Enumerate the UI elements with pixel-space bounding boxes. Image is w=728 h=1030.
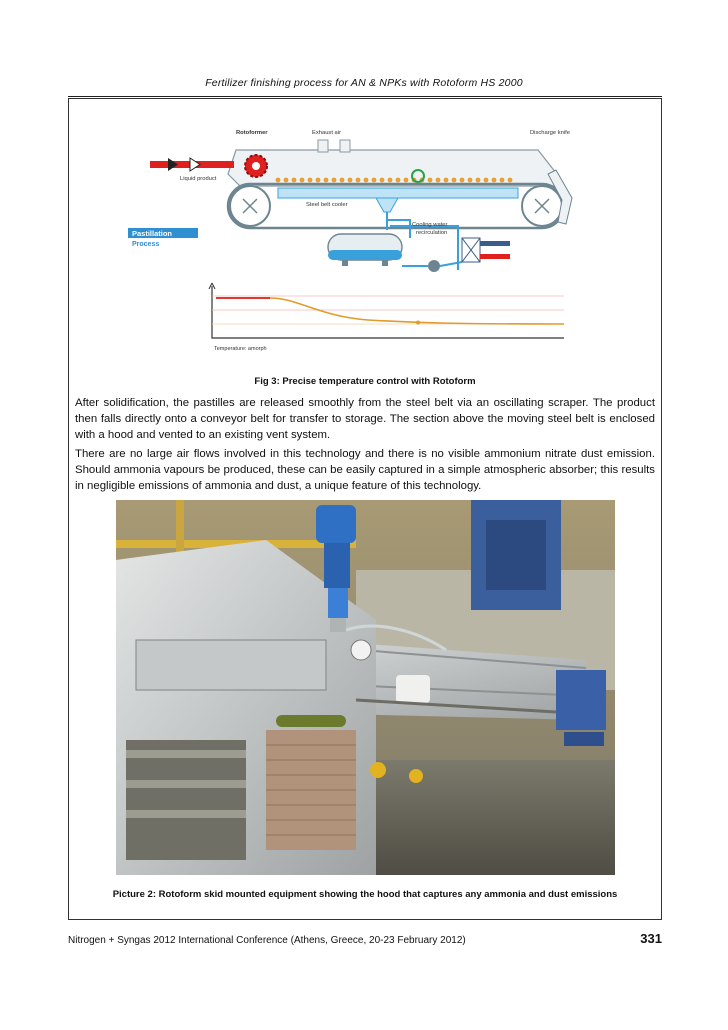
running-header: Fertilizer finishing process for AN & NPKs with Rotoform HS 2000	[205, 77, 523, 89]
label-cooling-water: Cooling water	[412, 222, 448, 228]
label-temperature-axis: Temperature: amorph	[214, 346, 267, 352]
exhaust-stack	[318, 140, 328, 152]
header-rule	[68, 96, 662, 97]
label-process: Process	[132, 241, 160, 248]
blue-motor	[316, 505, 356, 543]
pressure-gauge	[351, 640, 371, 660]
cooling-spray-box	[278, 188, 518, 198]
green-cylinder	[276, 715, 346, 727]
figure-3-caption: Fig 3: Precise temperature control with Rotoform	[254, 376, 476, 387]
yellow-valve	[370, 762, 386, 778]
label-steel-belt-cooler: Steel belt cooler	[306, 202, 348, 208]
white-housing	[396, 675, 430, 703]
feed-arrow-icon	[168, 158, 178, 171]
label-discharge-knife: Discharge knife	[530, 130, 570, 136]
label-recirculation: recirculation	[416, 230, 448, 236]
chart-axes	[212, 286, 564, 338]
page-number: 331	[640, 931, 662, 946]
label-exhaust-air: Exhaust air	[312, 130, 341, 136]
figure-3-diagram	[128, 120, 600, 356]
paragraph-1: After solidification, the pastilles are released smoothly from the steel belt via an oscillating scraper. The product then falls directly onto a conveyor belt for transfer to storage. The section above the moving steel belt is enclosed with a hood and vented to an existing vent system.	[75, 397, 655, 442]
label-pastillation: Pastillation	[132, 229, 173, 238]
paragraph-2: There are no large air flows involved in this technology and there is no visible ammonium nitrate dust emission. Should ammonia vapours be produced, these can be easily captured in a simple atmospheric absorber; this results in negligible emissions of ammonia and dust, a unique feature of this technology.	[75, 448, 655, 493]
pump	[428, 260, 440, 272]
picture-2-photo	[116, 500, 615, 875]
temperature-curve	[216, 298, 564, 324]
blue-cabinet	[556, 670, 606, 730]
picture-2-caption: Picture 2: Rotoform skid mounted equipment showing the hood that captures any ammonia and dust emissions	[112, 889, 618, 900]
footer-conference: Nitrogen + Syngas 2012 International Conference (Athens, Greece, 20-23 February 2012)	[68, 935, 466, 946]
label-rotoformer: Rotoformer	[236, 130, 268, 136]
label-liquid-product: Liquid product	[180, 176, 217, 182]
